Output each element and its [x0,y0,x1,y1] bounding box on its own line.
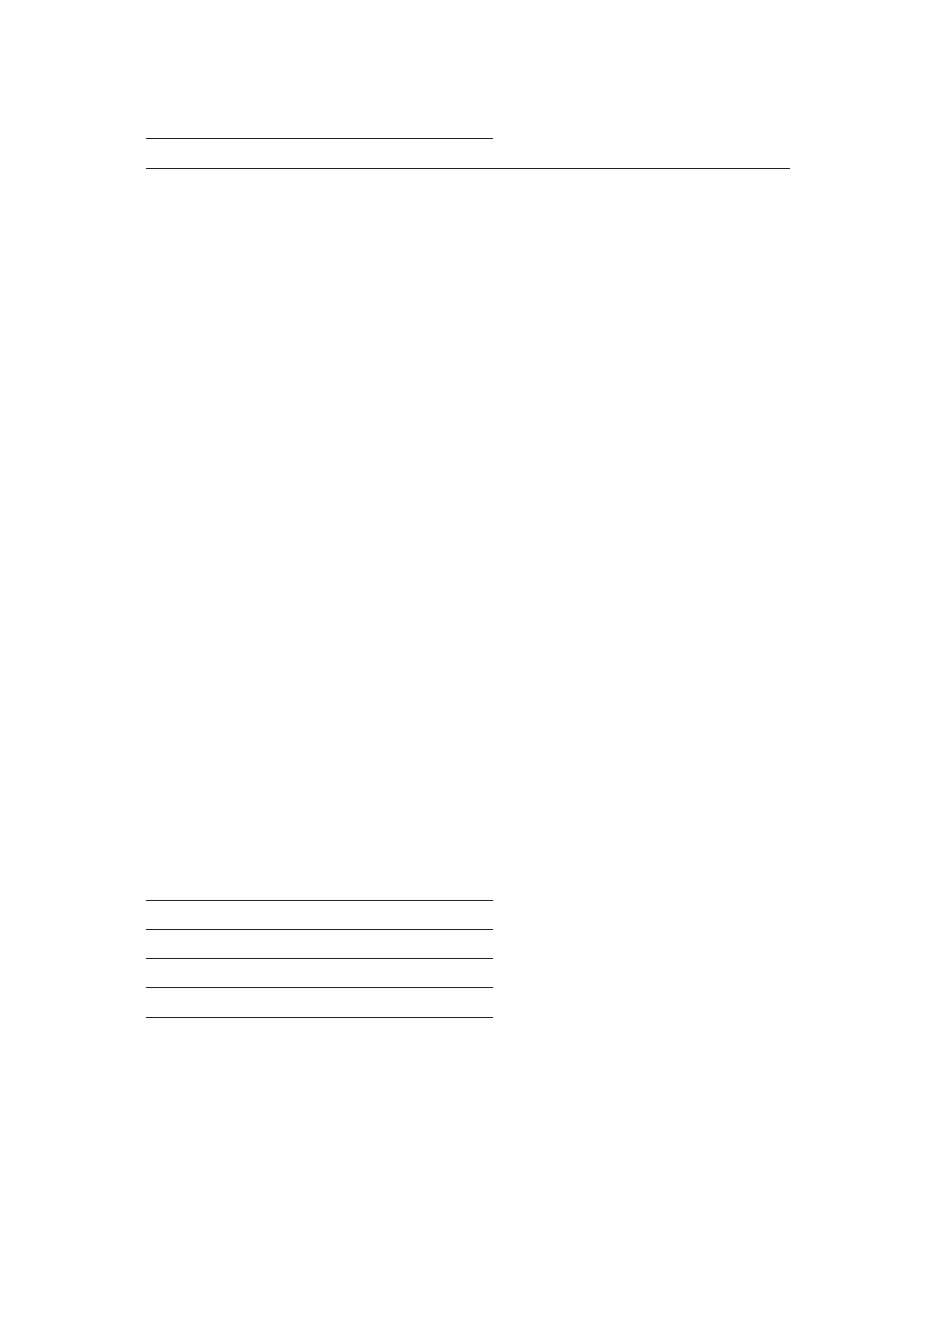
example-label [146,204,790,232]
blank-line-top-short [146,138,493,139]
answer-line-3 [146,958,493,959]
practice-heading [146,849,790,877]
source-line [146,791,790,819]
blank-line-top-long [146,168,790,169]
section-heading [146,175,790,203]
answer-line-5 [146,1017,493,1018]
answer-line-4 [146,987,493,988]
answer-line-2 [146,929,493,930]
answer-line-1 [146,900,493,901]
source-line-2 [146,820,790,848]
